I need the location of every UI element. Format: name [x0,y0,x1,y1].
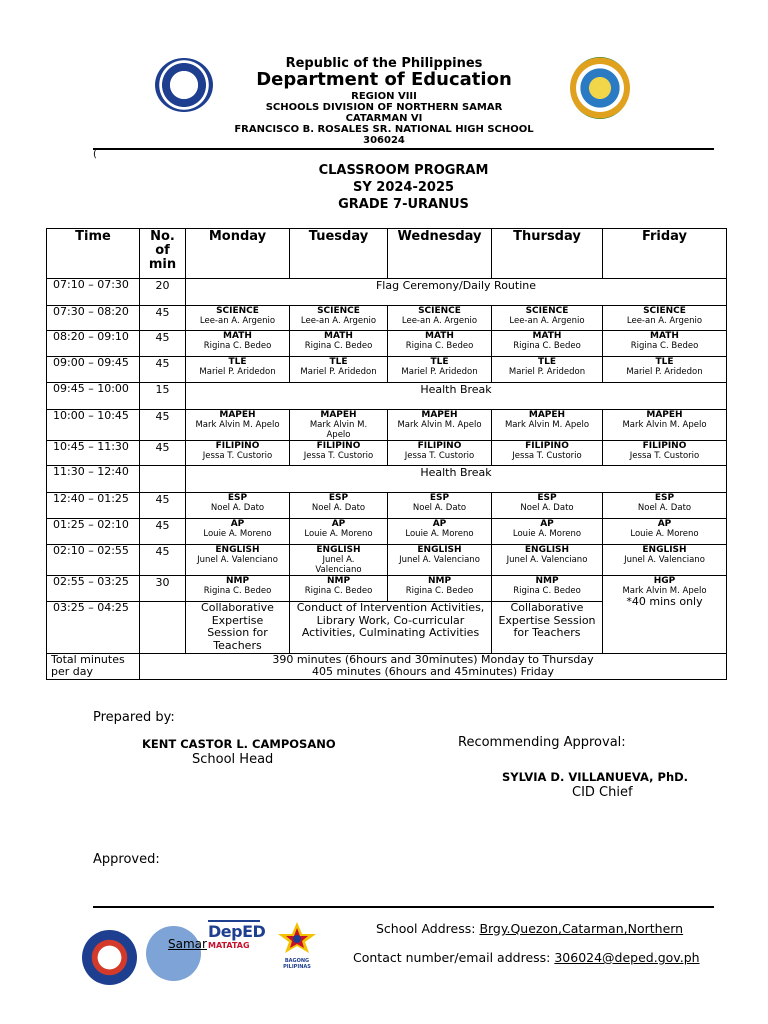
subject-label: TLE [228,357,247,367]
subject-label: ENGLISH [642,545,687,555]
subject-label: MATH [532,331,562,341]
class-cell [492,331,603,357]
intervention-activities-cell: Conduct of Intervention Activities, Library Work, Co-curricular Activities, Culminating Activities [290,602,492,654]
subject-label: ENGLISH [524,545,570,555]
collaborative-session-cell: Collaborative Expertise Session for Teachers [492,602,603,654]
teacher-label: Mariel P. Aridedon [626,367,703,377]
program-title: CLASSROOM PROGRAM [318,163,489,178]
teacher-label: Rigina C. Bedeo [630,341,699,351]
teacher-label: Junel A. Valenciano [624,555,705,565]
class-cell [290,545,388,576]
grade-section: GRADE 7-URANUS [338,197,469,212]
subject-label: MATH [425,331,454,341]
totals-row [47,654,727,680]
class-cell [492,519,603,545]
subject-label: NMP [535,576,559,586]
teacher-label: Lee-an A. Argenio [509,316,585,326]
class-cell [388,306,492,331]
class-cell [388,493,492,519]
teacher-label: Lee-an A. Argenio [626,316,703,326]
recommender-title: CID Chief [572,785,633,800]
mins-cell: 45 [140,441,186,466]
col-header-monday: Monday [186,229,290,279]
department-title: Department of Education [256,69,512,90]
subject-label: FILIPINO [525,441,569,451]
subject-label: ENGLISH [417,545,462,555]
teacher-label: Rigina C. Bedeo [513,341,581,351]
subject-label: NMP [225,576,250,586]
subject-label: ESP [227,493,248,503]
time-cell: 10:00 – 10:45 [47,410,140,441]
time-cell: 03:25 – 04:25 [47,602,140,654]
division-seal-logo [82,930,137,985]
recommender-name: SYLVIA D. VILLANUEVA, PhD. [502,770,689,784]
time-cell: 11:30 – 12:40 [47,466,140,493]
teacher-label: Mariel P. Aridedon [508,367,586,377]
teacher-label: Rigina C. Bedeo [405,586,474,596]
teacher-label: Lee-an A. Argenio [300,316,377,326]
mins-cell: 45 [140,357,186,383]
time-cell: 08:20 – 09:10 [47,331,140,357]
table-row [47,493,727,519]
subject-label: MATH [324,331,353,341]
mins-cell: 45 [140,306,186,331]
mins-cell: 15 [140,383,186,410]
class-cell [186,576,290,602]
class-cell [290,441,388,466]
col-header-mins: No. of min [140,229,186,279]
stray-mark: ( [93,149,97,160]
subject-label: ESP [328,493,349,503]
class-cell [290,357,388,383]
table-row [47,306,727,331]
class-cell [388,519,492,545]
mins-cell: 45 [140,331,186,357]
table-row [47,545,727,576]
class-cell [186,410,290,441]
time-cell: 02:10 – 02:55 [47,545,140,576]
class-cell [388,410,492,441]
class-cell [388,357,492,383]
table-row [47,383,727,410]
bagong-pilipinas-icon [272,920,322,954]
time-cell: 10:45 – 11:30 [47,441,140,466]
lunch-break-cell: Health Break [186,466,727,493]
class-cell [290,493,388,519]
collaborative-session-cell: Collaborative Expertise Session for Teachers [186,602,290,654]
subject-label: ESP [654,493,675,503]
flag-ceremony-cell: Flag Ceremony/Daily Routine [186,279,727,306]
class-cell [492,576,603,602]
class-cell [388,576,492,602]
subject-label: SCIENCE [643,306,686,316]
address-label: School Address: [376,921,480,936]
class-cell [603,576,727,654]
class-cell [388,441,492,466]
subject-label: MAPEH [219,410,256,420]
col-header-wednesday: Wednesday [388,229,492,279]
teacher-label: Mark Alvin M. Apelo [309,420,368,440]
teacher-label: Junel A. Valenciano [315,555,362,575]
subject-label: MAPEH [421,410,458,420]
subject-label: MATH [650,331,679,341]
table-row [47,357,727,383]
teacher-label: Jessa T. Custorio [404,451,475,461]
teacher-label: Junel A. Valenciano [197,555,278,565]
bagong-pilipinas-text: BAGONG PILIPINAS [283,958,311,970]
teacher-label: Noel A. Dato [311,503,366,513]
contact-email-link[interactable]: 306024@deped.gov.ph [554,950,700,965]
class-cell [492,357,603,383]
teacher-label: Louie A. Moreno [203,529,272,539]
school-name: FRANCISCO B. ROSALES SR. NATIONAL HIGH SCHOOL [234,124,534,135]
teacher-label: Jessa T. Custorio [629,451,700,461]
col-header-time: Time [47,229,140,279]
subject-label: MAPEH [320,410,357,420]
class-cell [603,493,727,519]
teacher-label: Noel A. Dato [412,503,467,513]
subject-label: AP [657,519,672,529]
subject-label: AP [230,519,245,529]
teacher-label: Junel A. Valenciano [399,555,480,565]
class-cell [388,331,492,357]
teacher-label: Rigina C. Bedeo [405,341,474,351]
teacher-label: Jessa T. Custorio [202,451,273,461]
teacher-label: Mariel P. Aridedon [199,367,276,377]
contact-info [353,950,700,965]
subject-label: AP [432,519,447,529]
subject-label: NMP [326,576,351,586]
subject-label: FILIPINO [215,441,260,451]
class-cell [603,410,727,441]
table-row [47,466,727,493]
time-cell: 01:25 – 02:10 [47,519,140,545]
teacher-label: Lee-an A. Argenio [199,316,276,326]
teacher-label: Noel A. Dato [637,503,692,513]
class-cell [186,331,290,357]
teacher-label: Mariel P. Aridedon [300,367,377,377]
schedule-table [46,228,727,680]
teacher-label: Louie A. Moreno [630,529,699,539]
teacher-label: Louie A. Moreno [304,529,373,539]
subject-label: ESP [537,493,557,503]
class-cell [603,519,727,545]
class-cell [290,576,388,602]
table-row [47,441,727,466]
teacher-label: Lee-an A. Argenio [401,316,478,326]
class-cell [603,357,727,383]
teacher-label: Rigina C. Bedeo [203,586,272,596]
class-cell [186,545,290,576]
table-header-row [47,229,727,279]
mins-cell: 20 [140,279,186,306]
class-cell [186,357,290,383]
footer-divider [93,906,714,908]
teacher-label: Jessa T. Custorio [303,451,374,461]
school-year: SY 2024-2025 [352,180,455,195]
time-cell: 12:40 – 01:25 [47,493,140,519]
teacher-label: Mark Alvin M. Apelo [397,420,482,430]
deped-logo-text: DepED [208,922,266,941]
teacher-label: Mark Alvin M. Apelo [622,420,707,430]
subject-label: FILIPINO [417,441,462,451]
class-cell [186,493,290,519]
subject-label: ESP [429,493,450,503]
time-cell: 02:55 – 03:25 [47,576,140,602]
region-text: REGION VIII [351,91,417,102]
subject-label: FILIPINO [316,441,361,451]
header-divider [93,148,714,150]
class-cell [492,441,603,466]
friday-note: *40 mins only [626,595,703,608]
school-id: 306024 [363,135,405,146]
total-minutes-cell [140,654,727,680]
subject-label: HGP [653,576,676,586]
subject-label: SCIENCE [525,306,569,316]
table-row [47,279,727,306]
blue-circle-shape [146,926,201,981]
teacher-label: Junel A. Valenciano [506,555,588,565]
contact-label: Contact number/email address: [353,950,555,965]
subject-label: SCIENCE [216,306,259,316]
mins-cell [140,466,186,493]
subject-label: TLE [655,357,674,367]
class-cell [603,306,727,331]
table-row [47,410,727,441]
col-header-friday: Friday [603,229,727,279]
mins-cell: 30 [140,576,186,602]
class-cell [290,331,388,357]
preparer-name: KENT CASTOR L. CAMPOSANO [142,737,336,751]
subject-label: MATH [223,331,252,341]
class-cell [492,493,603,519]
class-cell [603,441,727,466]
class-cell [290,306,388,331]
teacher-label: Jessa T. Custorio [512,451,582,461]
subject-label: AP [540,519,554,529]
address-value: Brgy.Quezon,Catarman,Northern [479,921,684,936]
total-line-2: 405 minutes (6hours and 45minutes) Friday [311,665,555,678]
subject-label: SCIENCE [317,306,360,316]
table-row [47,519,727,545]
bagong-pilipinas-logo [272,920,322,970]
subject-label: TLE [537,357,557,367]
teacher-label: Louie A. Moreno [405,529,474,539]
class-cell [290,410,388,441]
recommending-approval-label: Recommending Approval: [458,735,626,750]
subject-label: TLE [329,357,348,367]
teacher-label: Rigina C. Bedeo [203,341,272,351]
preparer-title: School Head [192,752,274,767]
teacher-label: Rigina C. Bedeo [304,586,373,596]
table-row [47,576,727,602]
subject-label: SCIENCE [418,306,461,316]
health-break-cell: Health Break [186,383,727,410]
district-text: CATARMAN VI [345,113,423,124]
subject-label: ENGLISH [215,545,260,555]
deped-matatag-logo [208,920,264,962]
mins-cell [140,602,186,654]
teacher-label: Louie A. Moreno [512,529,582,539]
subject-label: MAPEH [646,410,683,420]
teacher-label: Rigina C. Bedeo [513,586,581,596]
subject-label: NMP [427,576,452,586]
subject-label: MAPEH [528,410,566,420]
total-line-1: 390 minutes (6hours and 30minutes) Monday to Thursday [272,653,594,666]
col-header-thursday: Thursday [492,229,603,279]
teacher-label: Mark Alvin M. Apelo [195,420,280,430]
mins-cell: 45 [140,493,186,519]
time-cell: 09:00 – 09:45 [47,357,140,383]
teacher-label: Mariel P. Aridedon [401,367,478,377]
republic-text: Republic of the Philippines [285,56,483,71]
teacher-label: Noel A. Dato [520,503,574,513]
class-cell [186,441,290,466]
division-text: SCHOOLS DIVISION OF NORTHERN SAMAR [265,102,503,113]
time-cell: 07:10 – 07:30 [47,279,140,306]
subject-label: ENGLISH [316,545,361,555]
class-cell [388,545,492,576]
subject-label: AP [331,519,346,529]
table-row [47,331,727,357]
class-cell [492,545,603,576]
teacher-label: Rigina C. Bedeo [304,341,373,351]
mins-cell: 45 [140,410,186,441]
subject-label: TLE [430,357,449,367]
prepared-by-label: Prepared by: [93,710,175,725]
class-cell [186,519,290,545]
class-cell [492,410,603,441]
class-cell [290,519,388,545]
class-cell [186,306,290,331]
class-cell [492,306,603,331]
class-cell [603,545,727,576]
mins-cell: 45 [140,545,186,576]
teacher-label: Mark Alvin M. Apelo [504,420,590,430]
time-cell: 09:45 – 10:00 [47,383,140,410]
subject-label: FILIPINO [642,441,687,451]
teacher-label: Mark Alvin M. Apelo [622,586,707,596]
school-address [376,921,683,936]
samar-text: Samar [168,937,207,951]
total-label: Total minutes per day [47,654,140,680]
time-cell: 07:30 – 08:20 [47,306,140,331]
class-cell [603,331,727,357]
col-header-tuesday: Tuesday [290,229,388,279]
mins-cell: 45 [140,519,186,545]
matatag-logo-text: MATATAG [208,941,250,950]
approved-label: Approved: [93,852,160,867]
teacher-label: Noel A. Dato [210,503,265,513]
